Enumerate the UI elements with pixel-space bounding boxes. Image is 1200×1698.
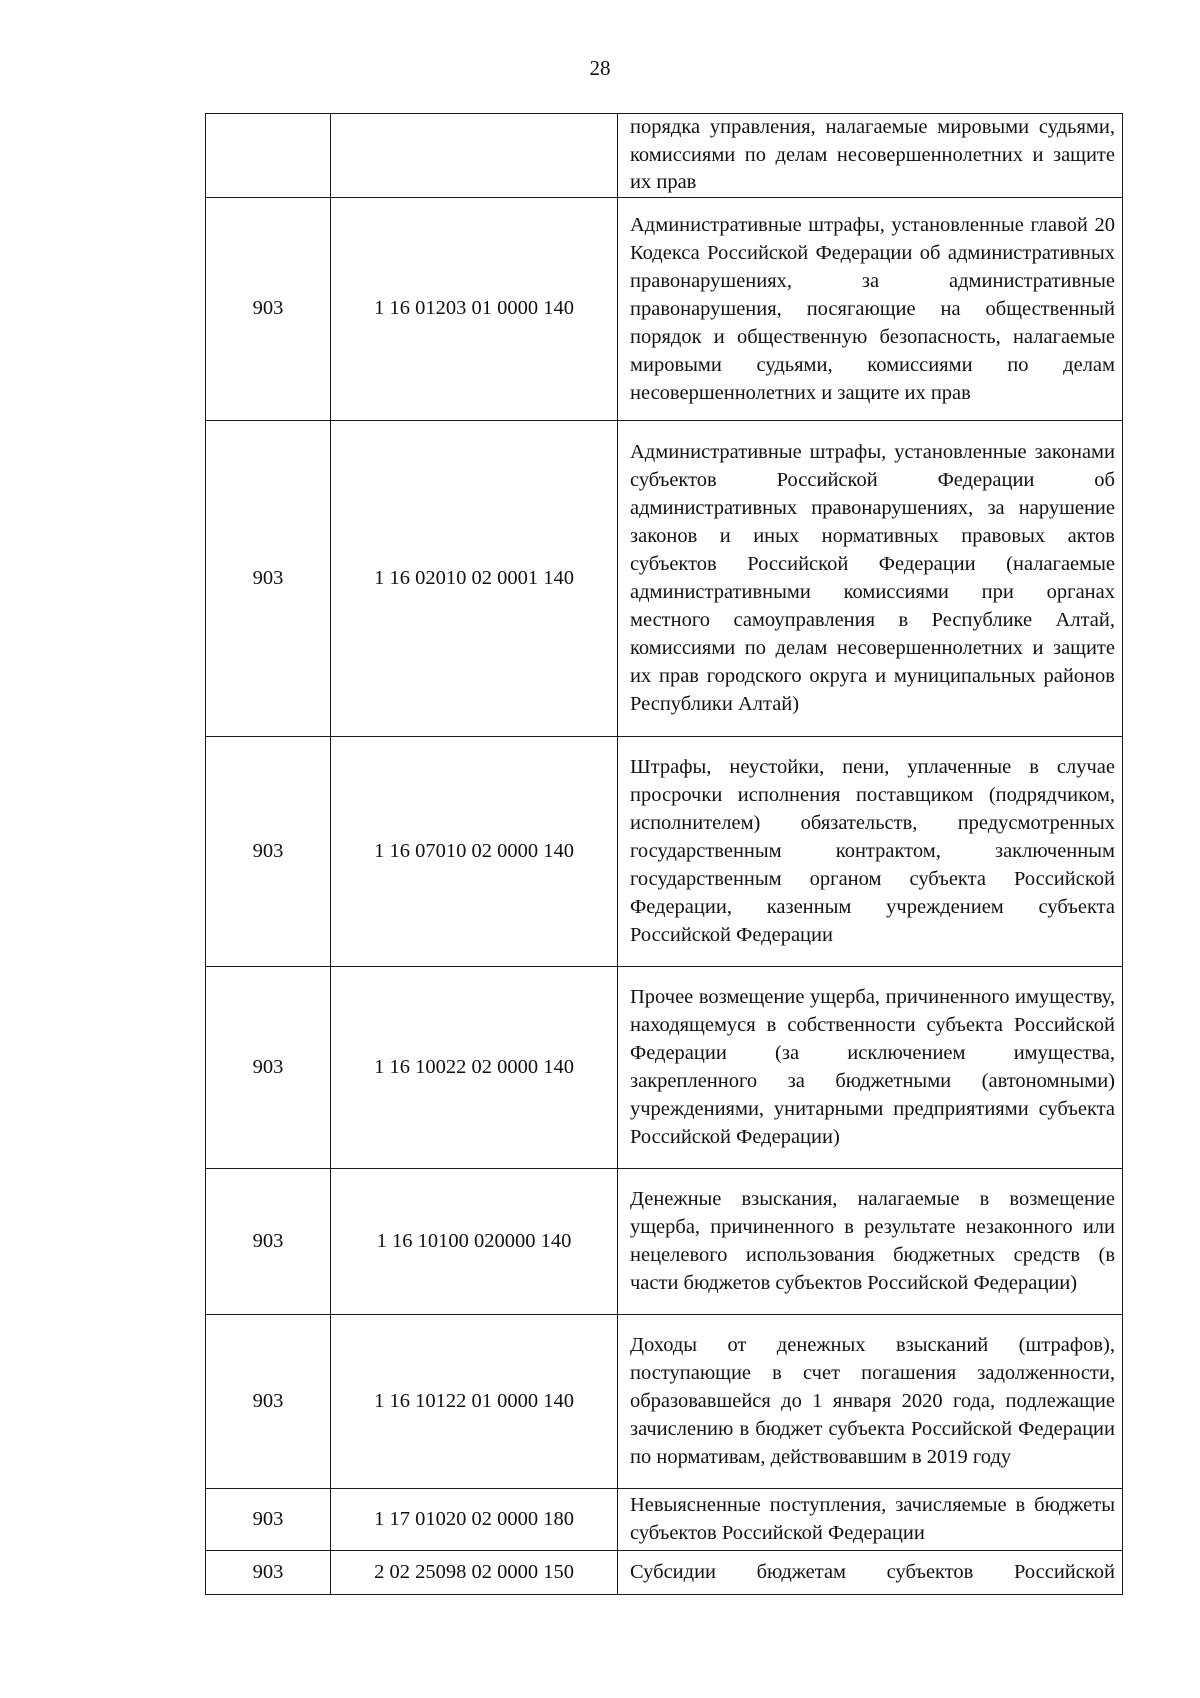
budget-code-cell: 1 16 02010 02 0001 140 <box>331 420 618 736</box>
table-row <box>206 420 1123 736</box>
table-row <box>206 197 1123 420</box>
admin-code-cell: 903 <box>206 1314 331 1488</box>
budget-code-cell: 1 16 01203 01 0000 140 <box>331 197 618 420</box>
admin-code-cell: 903 <box>206 966 331 1168</box>
admin-code-cell <box>206 114 331 198</box>
admin-code-cell: 903 <box>206 420 331 736</box>
budget-code-cell: 1 16 10122 01 0000 140 <box>331 1314 618 1488</box>
description-cell: Административные штрафы, установленные главой 20 Кодекса Российской Федерации об административных правонарушениях, за административные правонарушения, посягающие на общественный порядок и общественную безопасность, налагаемые мировыми судьями, комиссиями по делам несовершеннолетних и защите их прав <box>618 197 1123 420</box>
table-row <box>206 1168 1123 1314</box>
description-cell: порядка управления, налагаемые мировыми судьями, комиссиями по делам несовершеннолетних и защите их прав <box>618 114 1123 198</box>
budget-code-cell: 1 16 10100 020000 140 <box>331 1168 618 1314</box>
description-cell: Административные штрафы, установленные законами субъектов Российской Федерации об административных правонарушениях, за нарушение законов и иных нормативных правовых актов субъектов Российской Федерации (налагаемые административными комиссиями при органах местного самоуправления в Республике Алтай, комиссиями по делам несовершеннолетних и защите их прав городского округа и муниципальных районов Республики Алтай) <box>618 420 1123 736</box>
table-row <box>206 114 1123 198</box>
admin-code-cell: 903 <box>206 736 331 966</box>
admin-code-cell: 903 <box>206 1168 331 1314</box>
description-cell: Штрафы, неустойки, пени, уплаченные в случае просрочки исполнения поставщиком (подрядчиком, исполнителем) обязательств, предусмотренных государственным контрактом, заключенным государственным органом субъекта Российской Федерации, казенным учреждением субъекта Российской Федерации <box>618 736 1123 966</box>
page-number: 28 <box>589 56 611 80</box>
table-row <box>206 1314 1123 1488</box>
budget-code-cell: 1 16 10022 02 0000 140 <box>331 966 618 1168</box>
table-row <box>206 1550 1123 1594</box>
budget-code-cell: 1 17 01020 02 0000 180 <box>331 1488 618 1550</box>
budget-code-cell: 2 02 25098 02 0000 150 <box>331 1550 618 1594</box>
budget-codes-table <box>205 113 1123 1595</box>
budget-code-cell: 1 16 07010 02 0000 140 <box>331 736 618 966</box>
admin-code-cell: 903 <box>206 1550 331 1594</box>
description-cell: Доходы от денежных взысканий (штрафов), поступающие в счет погашения задолженности, образовавшейся до 1 января 2020 года, подлежащие зачислению в бюджет субъекта Российской Федерации по нормативам, действовавшим в 2019 году <box>618 1314 1123 1488</box>
table-row <box>206 736 1123 966</box>
description-cell: Денежные взыскания, налагаемые в возмещение ущерба, причиненного в результате незаконного или нецелевого использования бюджетных средств (в части бюджетов субъектов Российской Федерации) <box>618 1168 1123 1314</box>
description-cell: Субсидии бюджетам субъектов Российской <box>618 1550 1123 1594</box>
description-cell: Невыясненные поступления, зачисляемые в бюджеты субъектов Российской Федерации <box>618 1488 1123 1550</box>
description-cell: Прочее возмещение ущерба, причиненного имуществу, находящемуся в собственности субъекта Российской Федерации (за исключением имущества, закрепленного за бюджетными (автономными) учреждениями, унитарными предприятиями субъекта Российской Федерации) <box>618 966 1123 1168</box>
admin-code-cell: 903 <box>206 197 331 420</box>
admin-code-cell: 903 <box>206 1488 331 1550</box>
table-row <box>206 1488 1123 1550</box>
budget-code-cell <box>331 114 618 198</box>
table-row <box>206 966 1123 1168</box>
